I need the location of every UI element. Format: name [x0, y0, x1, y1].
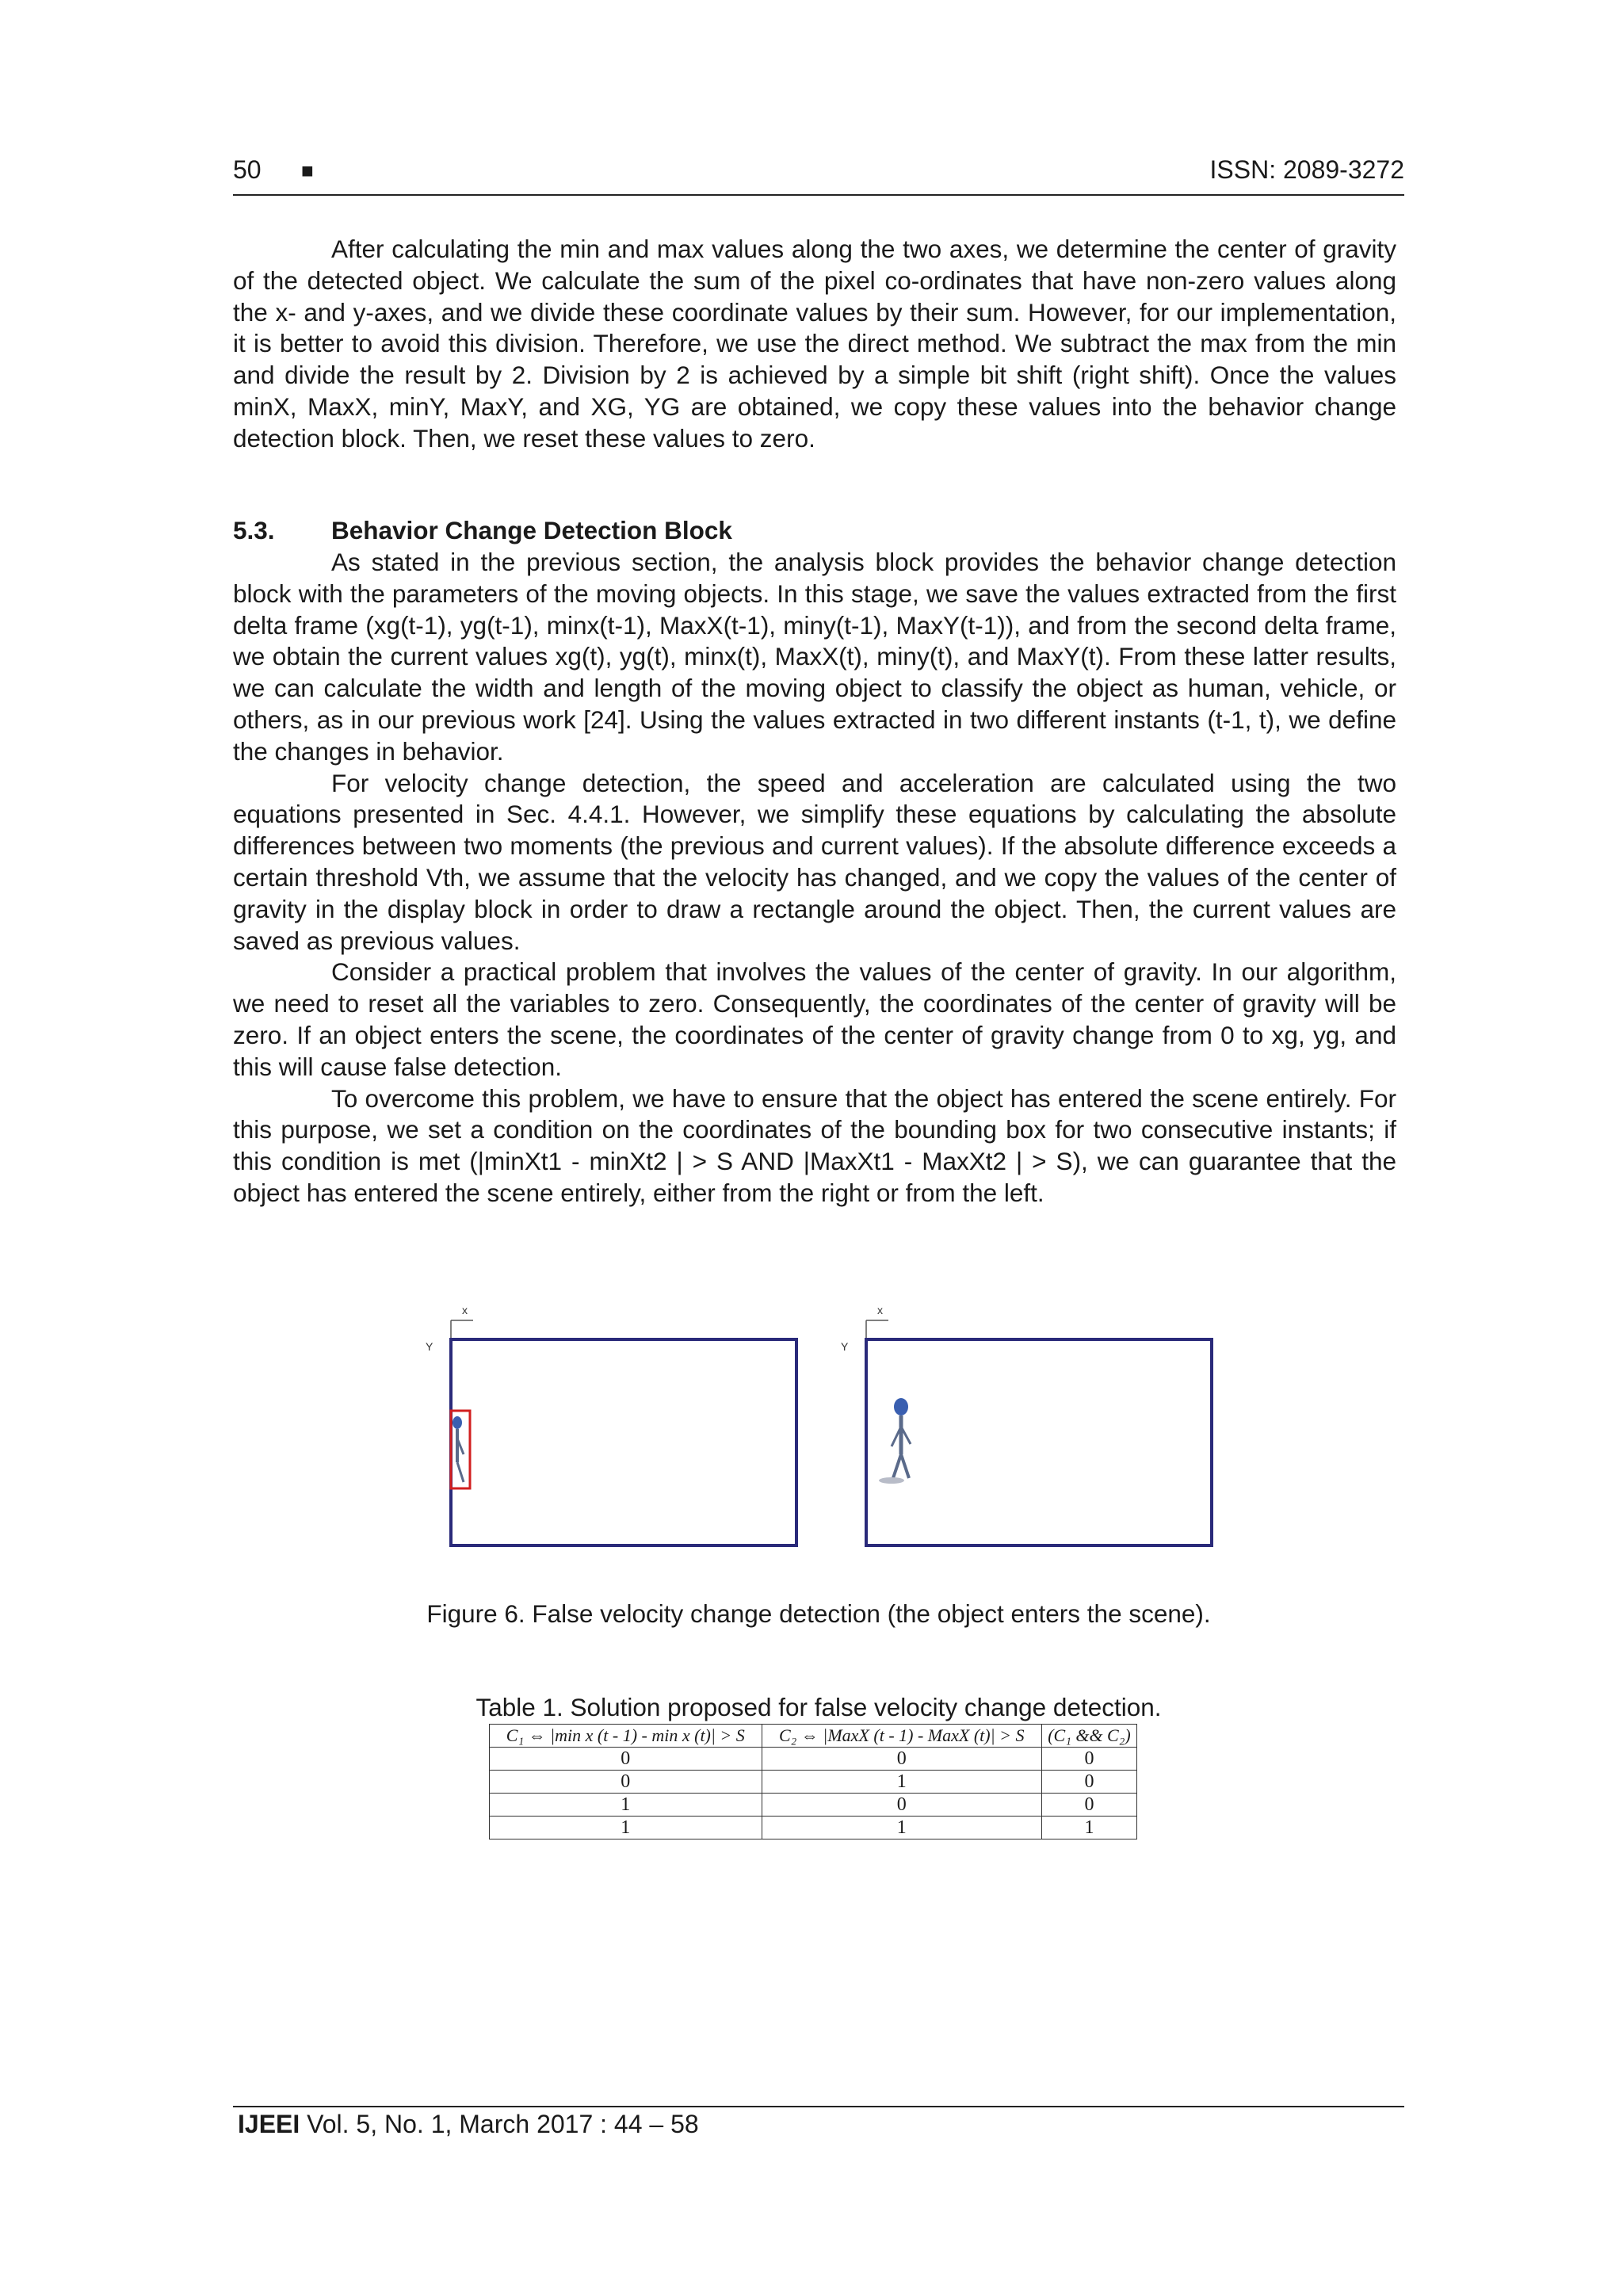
- table-cell: 0: [490, 1748, 762, 1771]
- scene-frame: [866, 1339, 1212, 1545]
- table-cell: 0: [1041, 1771, 1136, 1794]
- journal-name: IJEEI: [238, 2110, 300, 2138]
- table-header-cell: (C₁ && C₂): [1041, 1725, 1136, 1748]
- table-row: [490, 1771, 1137, 1794]
- table-cell: 0: [1041, 1794, 1136, 1817]
- paragraph: After calculating the min and max values along the two axes, we determine the center of gravity of the detected object. We calculate the sum of the pixel co-ordinates that have non-zero values along the x- and y-axes, and we divide these coordinate values by their sum. However, for our implementation, it is better to avoid this division. Therefore, we use the direct method. We subtract the max from the min and divide the result by 2. Division by 2 is achieved by a simple bit shift (right shift). Once the values minX, MaxX, minY, MaxY, and XG, YG are obtained, we copy these values into the behavior change detection block. Then, we reset these values to zero.: [233, 235, 1396, 453]
- y-axis-label: Y: [841, 1340, 849, 1353]
- table-cell: 0: [1041, 1748, 1136, 1771]
- header-marker: ■: [301, 159, 314, 182]
- section-heading: [233, 515, 732, 547]
- section-paragraphs: [233, 547, 1396, 1209]
- table-header-cell: C₁ ⇔ |min x (t - 1) - min x (t)| > S: [490, 1725, 762, 1748]
- paragraph: For velocity change detection, the speed and acceleration are calculated using the two equations presented in Sec. 4.4.1. However, we simplify these equations by calculating the absolute differences between two moments (the previous and current values). If the absolute difference exceeds a certain threshold Vth, we assume that the velocity has changed, and we copy the values of the center of gravity in the display block in order to draw a rectangle around the object. Then, the current values are saved as previous values.: [233, 768, 1396, 955]
- paragraph: As stated in the previous section, the analysis block provides the behavior change detection block with the parameters of the moving objects. In this stage, we save the values extracted from the first delta frame (xg(t-1), yg(t-1), minx(t-1), MaxX(t-1), miny(t-1), MaxY(t-1)), and from the second delta frame, we obtain the current values xg(t), yg(t), minx(t), MaxX(t), miny(t), and MaxY(t). From these latter results, we can calculate the width and length of the moving object to classify the object as human, vehicle, or others, as in our previous work [24]. Using the values extracted in two different instants (t-1, t), we define the changes in behavior.: [233, 548, 1396, 766]
- figure-caption: Figure 6. False velocity change detection (the object enters the scene).: [426, 1599, 1211, 1628]
- x-axis-label: x: [877, 1304, 883, 1316]
- intro-paragraphs: [233, 234, 1396, 455]
- table-row: [490, 1794, 1137, 1817]
- section-title: Behavior Change Detection Block: [331, 516, 732, 544]
- figure-panel-left: [426, 1304, 796, 1545]
- header-rule: [233, 194, 1404, 196]
- issn: ISSN: 2089-3272: [1209, 155, 1404, 184]
- table-cell: 0: [762, 1748, 1041, 1771]
- table-header-cell: C₂ ⇔ |MaxX (t - 1) - MaxX (t)| > S: [762, 1725, 1041, 1748]
- table-cell: 1: [490, 1817, 762, 1839]
- figure-panel-right: [841, 1304, 1212, 1545]
- figure-6: [416, 1300, 1224, 1561]
- table-caption: Table 1. Solution proposed for false velocity change detection.: [475, 1693, 1162, 1721]
- scene-frame: [451, 1339, 796, 1545]
- table-cell: 0: [490, 1771, 762, 1794]
- table-row: [490, 1817, 1137, 1839]
- section-number: 5.3.: [233, 516, 275, 544]
- table-cell: 1: [1041, 1817, 1136, 1839]
- table-cell: 1: [490, 1794, 762, 1817]
- paragraph: Consider a practical problem that involves the values of the center of gravity. In our algorithm, we need to reset all the variables to zero. Consequently, the coordinates of the center of gravity will be zero. If an object enters the scene, the coordinates of the center of gravity change from 0 to xg, yg, and this will cause false detection.: [233, 957, 1396, 1081]
- footer: [238, 2110, 699, 2139]
- table-cell: 0: [762, 1794, 1041, 1817]
- table-1: [489, 1724, 1137, 1839]
- footer-rule: [233, 2106, 1404, 2107]
- table-header-row: [490, 1725, 1137, 1748]
- paragraph: To overcome this problem, we have to ensure that the object has entered the scene entirely. For this purpose, we set a condition on the coordinates of the bounding box for two consecutive instants; if this condition is met (|minXt1 - minXt2 | > S AND |MaxXt1 - MaxXt2 | > S), we can guarantee that the object has entered the scene entirely, either from the right or from the left.: [233, 1083, 1396, 1207]
- walking-figure: [879, 1398, 911, 1484]
- table-cell: 1: [762, 1817, 1041, 1839]
- citation: Vol. 5, No. 1, March 2017 : 44 – 58: [307, 2110, 699, 2138]
- y-axis-label: Y: [426, 1340, 433, 1353]
- page-number: 50: [233, 155, 262, 184]
- table-row: [490, 1748, 1137, 1771]
- table-cell: 1: [762, 1771, 1041, 1794]
- walking-figure: [453, 1416, 464, 1482]
- x-axis-label: x: [462, 1304, 468, 1316]
